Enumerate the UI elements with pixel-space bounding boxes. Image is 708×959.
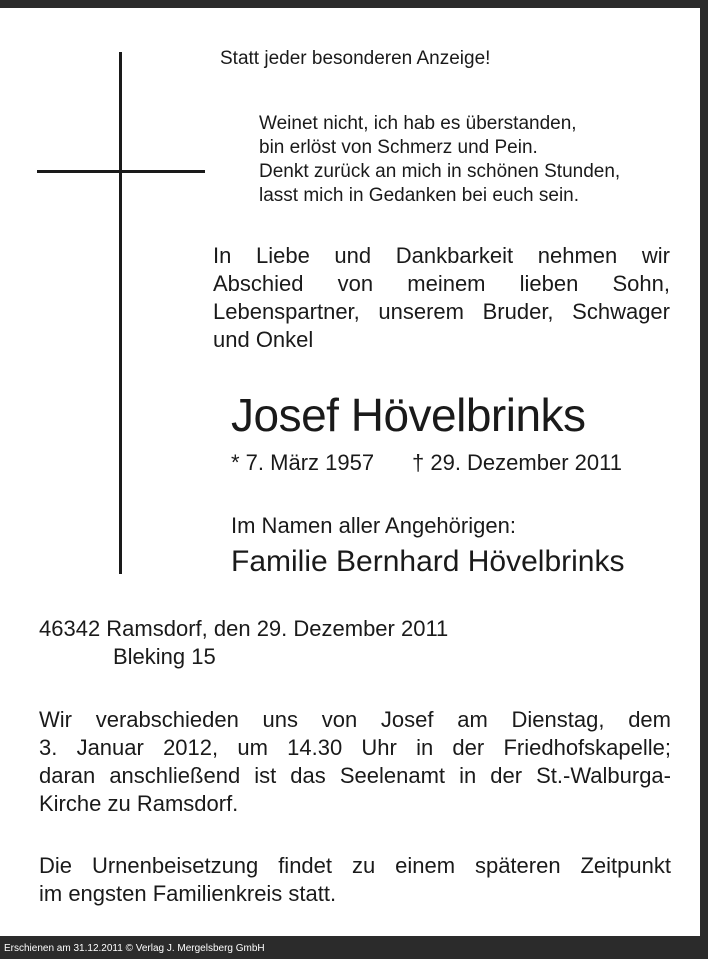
street-address: Bleking 15 <box>113 644 216 669</box>
urn-paragraph <box>39 852 671 908</box>
service-line: daran anschließend ist das Seelenamt in der St.-Walburga- <box>39 763 671 788</box>
mourners-label: Im Namen aller Angehörigen: <box>231 513 516 538</box>
service-line: Kirche zu Ramsdorf. <box>39 791 239 816</box>
intro-line: Lebenspartner, unserem Bruder, Schwager <box>213 299 670 324</box>
cross-icon-vertical <box>119 52 122 574</box>
poem-line: lasst mich in Gedanken bei euch sein. <box>259 185 580 206</box>
intro-line: In Liebe und Dankbarkeit nehmen wir <box>213 243 670 268</box>
death-date: † 29. Dezember 2011 <box>412 450 622 475</box>
frame-right <box>700 0 708 959</box>
urn-line: im engsten Familienkreis statt. <box>39 881 337 906</box>
poem-line: Weinet nicht, ich hab es überstanden, <box>259 113 577 134</box>
poem-line: Denkt zurück an mich in schönen Stunden, <box>259 161 621 182</box>
urn-line: Die Urnenbeisetzung findet zu einem späteren Zeitpunkt <box>39 853 671 878</box>
publisher-credit: Erschienen am 31.12.2011 © Verlag J. Mergelsberg GmbH <box>4 943 265 954</box>
intro-line: und Onkel <box>213 327 314 352</box>
intro-line: Abschied von meinem lieben Sohn, <box>213 271 670 296</box>
notice-heading: Statt jeder besonderen Anzeige! <box>220 48 491 69</box>
birth-date: * 7. März 1957 <box>231 450 375 475</box>
place-date: 46342 Ramsdorf, den 29. Dezember 2011 <box>39 616 449 641</box>
cross-icon-horizontal <box>37 170 205 173</box>
mourners-family: Familie Bernhard Hövelbrinks <box>231 545 625 578</box>
poem <box>259 112 620 208</box>
deceased-name: Josef Hövelbrinks <box>231 389 586 441</box>
service-line: 3. Januar 2012, um 14.30 Uhr in der Friedhofskapelle; <box>39 735 671 760</box>
poem-line: bin erlöst von Schmerz und Pein. <box>259 137 538 158</box>
intro-text <box>213 242 670 354</box>
service-line: Wir verabschieden uns von Josef am Dienstag, dem <box>39 707 671 732</box>
service-paragraph <box>39 706 671 818</box>
frame-top <box>0 0 708 8</box>
